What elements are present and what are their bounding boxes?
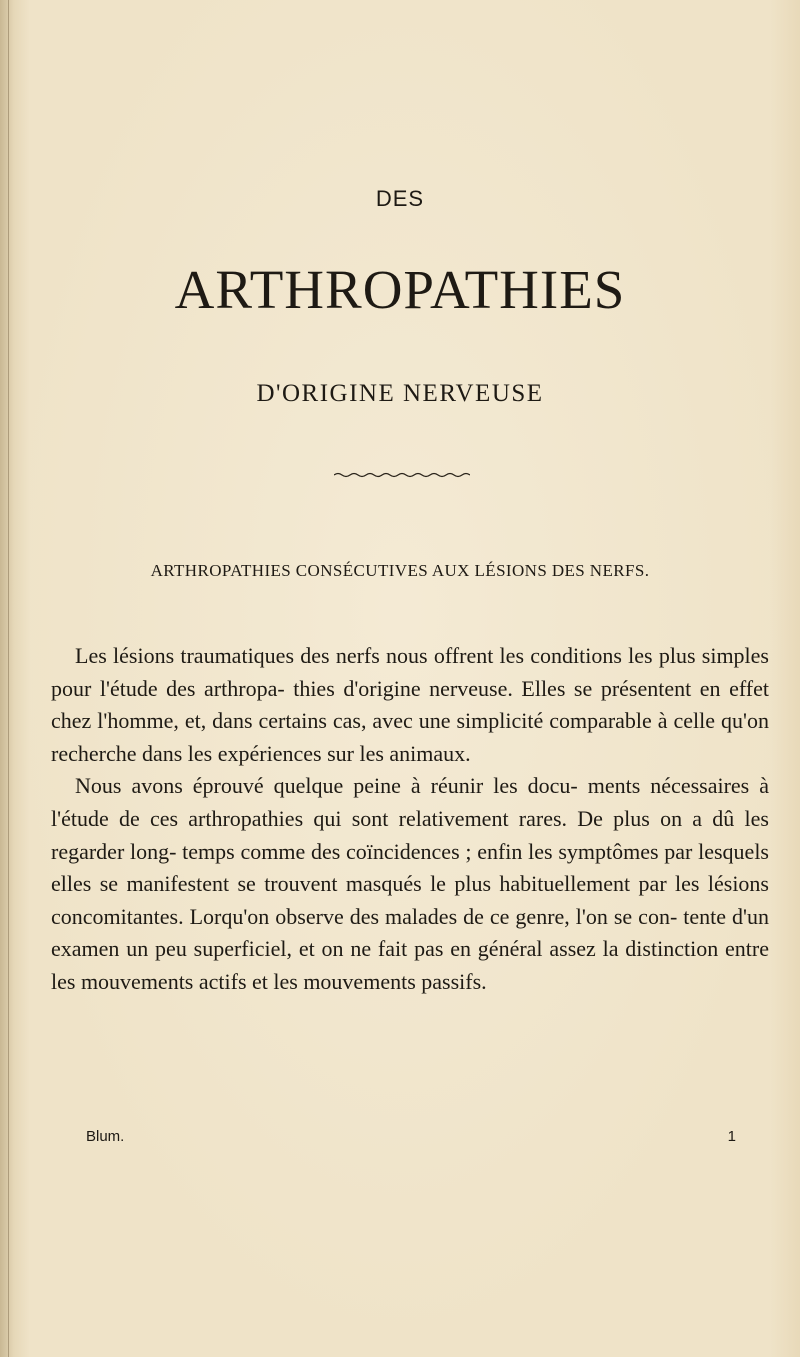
section-heading: ARTHROPATHIES CONSÉCUTIVES AUX LÉSIONS DES NERFS.	[150, 561, 650, 580]
printer-signature: Blum.	[86, 1128, 125, 1145]
body-text	[51, 640, 769, 999]
paragraph-1: Les lésions traumatiques des nerfs nous offrent les conditions les plus simples pour l'étude des arthropa- thies d'origine nerveuse. Elles se présentent en effet chez l'homme, et, dans certains cas, avec une simplicité comparable à celle qu'on recherche dans les expériences sur les animaux.	[51, 643, 769, 766]
sheet-number: 1	[727, 1128, 736, 1145]
title-kicker: DES	[375, 186, 425, 211]
page-subtitle: D'ORIGINE NERVEUSE	[256, 380, 544, 407]
paragraph-2: Nous avons éprouvé quelque peine à réunir les docu- ments nécessaires à l'étude de ces arthropathies qui sont relativement rares. De plus on a dû les regarder long- temps comme des coïncidences ; enfin les symptômes par lesquels elles se manifestent se trouvent masqués le plus habituellement par les lésions concomitantes. Lorqu'on observe des malades de ce genre, l'on se con- tente d'un examen un peu superficiel, et on ne fait pas en général assez la distinction entre les mouvements actifs et les mouvements passifs.	[51, 773, 769, 994]
page-title: ARTHROPATHIES	[174, 259, 626, 320]
ornamental-rule	[334, 470, 470, 480]
